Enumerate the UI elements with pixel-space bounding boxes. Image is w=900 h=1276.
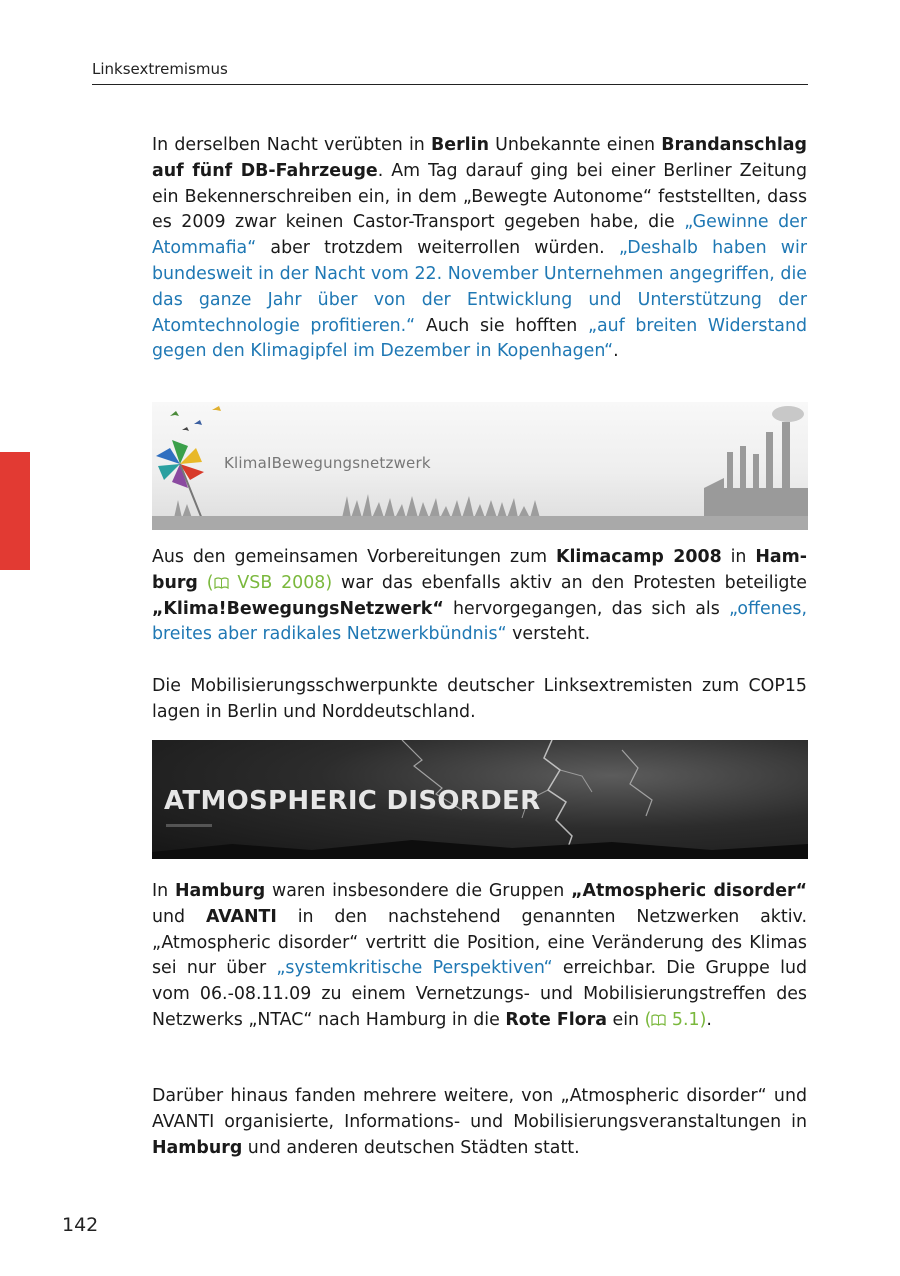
p5-text-a: Darüber hinaus fanden mehrere weitere, von „Atmospheric disorder“ und AVANTI organisierte, Informations- und Mobilisierungsveranstaltungen in bbox=[152, 1086, 807, 1132]
p4-text-g: ein bbox=[606, 1009, 645, 1030]
p2-ref-open: ( bbox=[197, 572, 214, 593]
p4-text-a: In bbox=[152, 881, 175, 901]
p1-text-d: . Am Tag darauf ging bei einer Berliner Zeitung ein Bekennerschreiben ein, in dem „Bewegte Autonome“ feststellten, dass es 2009 zwar keinen Castor-Transport gegeben habe, die bbox=[152, 160, 807, 233]
p1-text-g: . bbox=[613, 341, 619, 362]
p1-text-f: Auch sie hofften bbox=[415, 315, 588, 336]
p4-bold-rote-flora: Rote Flora bbox=[505, 1009, 607, 1030]
p4-bold-hamburg: Hamburg bbox=[174, 881, 266, 901]
paragraph-5 bbox=[152, 1084, 807, 1161]
banner2-subtitle-mark bbox=[166, 824, 212, 827]
p4-reference[interactable] bbox=[645, 1010, 707, 1030]
p2-ref-text: VSB 2008) bbox=[228, 572, 333, 593]
p1-bold-berlin: Berlin bbox=[431, 135, 489, 155]
banner2-brand-text: ATMOSPHERIC DISORDER bbox=[164, 786, 541, 816]
p4-text-c: waren insbesondere die Gruppen bbox=[265, 881, 572, 901]
p1-text-e: aber trotzdem weiterrollen würden. bbox=[256, 238, 619, 259]
atmospheric-disorder-banner bbox=[152, 740, 808, 859]
p1-quote-atommafia: „Gewinne der Atommafia“ bbox=[152, 212, 807, 259]
p2-quote-offenes: „offenes, breites aber radikales Netzwerkbündnis“ bbox=[152, 598, 807, 645]
p1-text-a: In derselben Nacht verübten in bbox=[152, 135, 432, 155]
paragraph-4 bbox=[152, 879, 807, 1034]
running-header: Linksextremismus bbox=[92, 60, 228, 78]
p2-text-f: versteht. bbox=[506, 624, 591, 645]
banner1-brand-text: KlimaIBewegungsnetzwerk bbox=[224, 454, 431, 472]
book-icon bbox=[651, 1014, 666, 1026]
p4-text-h: . bbox=[706, 1009, 712, 1030]
p4-quote-systemkritisch: „systemkritische Perspektiven“ bbox=[276, 958, 553, 979]
book-icon bbox=[214, 577, 229, 589]
p2-bold-hamburg: Hamburg bbox=[152, 547, 807, 593]
p2-reference[interactable] bbox=[198, 573, 332, 593]
p1-quote-deshalb: „Deshalb haben wir bundesweit in der Nacht vom 22. November Unternehmen angegriffen, die das ganze Jahr über von der Entwicklung und Unterstützung der Atomtechnologie profitieren.“ bbox=[152, 238, 807, 336]
p4-text-d: und bbox=[152, 906, 206, 927]
chapter-side-tab bbox=[0, 452, 30, 570]
paragraph-2 bbox=[152, 545, 807, 648]
pinwheel-icon bbox=[156, 440, 204, 519]
p2-text-c: in bbox=[721, 547, 756, 567]
p4-ref-text: 5.1) bbox=[666, 1009, 707, 1030]
p2-bold-netzwerk: „Klima!BewegungsNetzwerk“ bbox=[152, 598, 444, 619]
page-number: 142 bbox=[62, 1214, 99, 1236]
p5-bold-hamburg: Hamburg bbox=[152, 1137, 243, 1158]
p1-quote-widerstand: „auf breiten Widerstand gegen den Klimagipfel im Dezember in Kopenhagen“ bbox=[152, 315, 808, 362]
p2-text-e: hervorgegangen, das sich als bbox=[443, 598, 729, 619]
p2-text-d: war das ebenfalls aktiv an den Protesten beteiligte bbox=[332, 572, 807, 593]
p4-bold-avanti: AVANTI bbox=[205, 906, 277, 927]
p4-ref-open: ( bbox=[644, 1009, 652, 1030]
p5-text-c: und anderen deutschen Städten statt. bbox=[242, 1137, 580, 1158]
banner1-ground bbox=[152, 516, 808, 530]
p2-text-a: Aus den gemeinsamen Vorbereitungen zum bbox=[152, 547, 556, 567]
p2-bold-klimacamp: Klimacamp 2008 bbox=[555, 547, 722, 567]
header-rule bbox=[92, 84, 808, 85]
klimabewegungsnetzwerk-banner bbox=[152, 402, 808, 530]
p1-text-c: Unbekannte einen bbox=[488, 135, 662, 155]
p4-text-f: erreichbar. Die Gruppe lud vom 06.-08.11.09 zu einem Vernetzungs- und Mobilisierungstreffen des Netzwerks „NTAC“ nach Hamburg in die bbox=[152, 958, 807, 1030]
paragraph-1 bbox=[152, 133, 807, 365]
paragraph-3: Die Mobilisierungsschwerpunkte deutscher Linksextremisten zum COP15 lagen in Berlin und Norddeutschland. bbox=[152, 676, 807, 722]
p4-text-e: in den nachstehend genannten Netzwerken aktiv. „Atmospheric disorder“ vertritt die Position, eine Veränderung des Klimas sei nur über bbox=[152, 906, 807, 979]
p4-bold-atmospheric: „Atmospheric disorder“ bbox=[571, 881, 807, 901]
p1-bold-brandanschlag: Brandanschlag auf fünf DB-Fahrzeuge bbox=[152, 135, 807, 181]
